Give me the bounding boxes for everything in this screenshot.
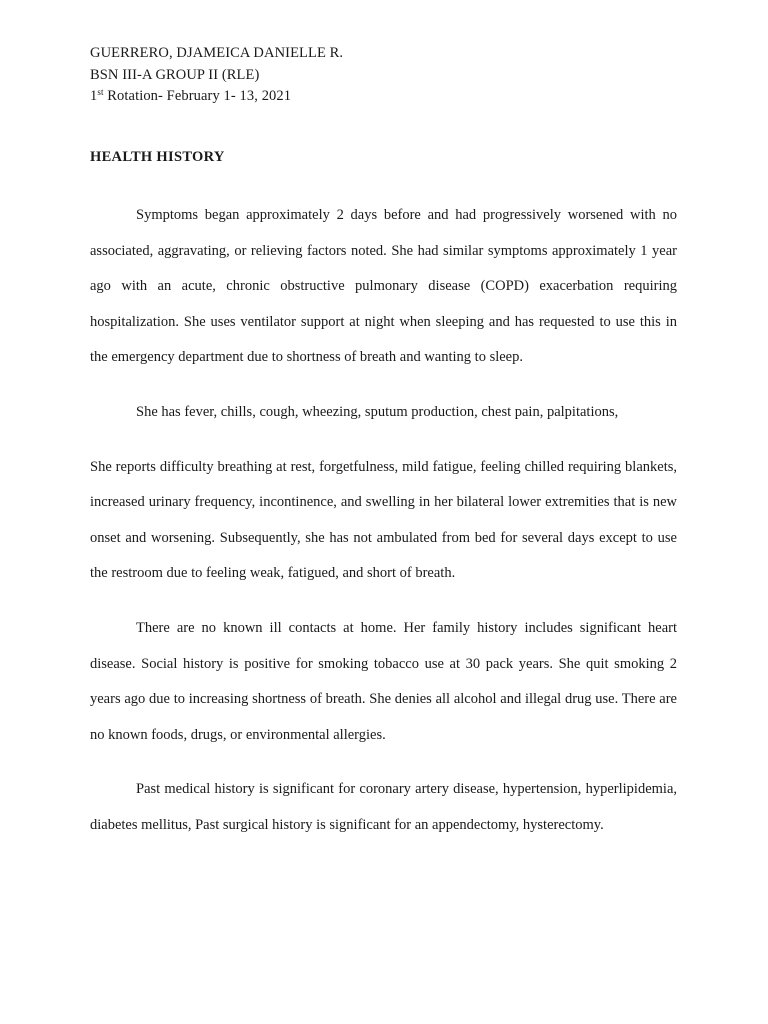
student-name: GUERRERO, DJAMEICA DANIELLE R.	[90, 45, 344, 61]
paragraph-symptoms-onset: Symptoms began approximately 2 days before and had progressively worsened with no associated, aggravating, or relieving factors noted. She had similar symptoms approximately 1 year ago with an acute, chronic obstructive pulmonary disease (COPD) exacerbation requiring hospitalization. She uses ventilator support at night when sleeping and has requested to use this in the emergency department due to shortness of breath and wanting to sleep.	[90, 207, 677, 366]
paragraph-social-family-history: There are no known ill contacts at home. Her family history includes significant heart disease. Social history is positive for smoking tobacco use at 30 pack years. She quit smoking 2 years ago due to increasing shortness of breath. She denies all alcohol and illegal drug use. There are no known foods, drugs, or environmental allergies.	[90, 619, 677, 743]
paragraph-past-medical-history: Past medical history is significant for coronary artery disease, hypertension, hyperlipidemia, diabetes mellitus, Past surgical history is significant for an appendectomy, hysterectomy.	[90, 781, 677, 833]
rotation-line	[90, 86, 343, 108]
section-title: HEALTH HISTORY	[90, 149, 225, 165]
paragraph-symptom-list: She has fever, chills, cough, wheezing, sputum production, chest pain, palpitations,	[136, 403, 619, 420]
rotation-dates: Rotation- February 1- 13, 2021	[103, 88, 292, 104]
rotation-suffix: st	[97, 87, 104, 97]
document-body	[90, 198, 677, 863]
document-header	[90, 43, 343, 108]
paragraph-reported-complaints: She reports difficulty breathing at rest, forgetfulness, mild fatigue, feeling chilled requiring blankets, increased urinary frequency, incontinence, and swelling in her bilateral lower extremities that is new onset and worsening. Subsequently, she has not ambulated from bed for several days except to use the restroom due to feeling weak, fatigued, and short of breath.	[90, 458, 677, 582]
student-group: BSN III-A GROUP II (RLE)	[90, 66, 260, 83]
rotation-number: 1	[90, 88, 98, 104]
